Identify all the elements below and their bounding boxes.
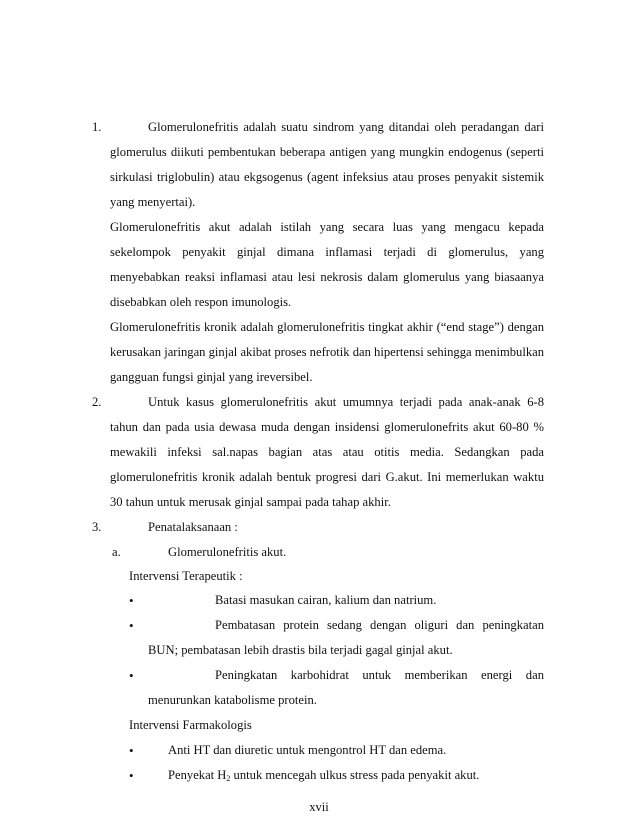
item1-p2-line4: disebabkan oleh respon imunologis. [110, 295, 292, 309]
list-number-2: 2. [92, 395, 102, 409]
item2-line4: glomerulonefritis kronik adalah bentuk progresi dari G.akut. Ini memerlukan waktu [110, 470, 544, 484]
item1-p2-line1: Glomerulonefritis akut adalah istilah yang secara luas yang mengacu kepada [110, 220, 544, 234]
item1-p2-line2: sekelompok penyakit ginjal dimana inflamasi terjadi di glomerulus, yang [110, 245, 544, 259]
item2-line5: 30 tahun untuk merusak ginjal sampai pada tahap akhir. [110, 495, 391, 509]
terapeutik-heading: Intervensi Terapeutik : [129, 569, 243, 583]
bullet-5-subscript: 2 [226, 774, 231, 783]
item2-line1: Untuk kasus glomerulonefritis akut umumnya terjadi pada anak-anak 6-8 [148, 395, 544, 409]
item1-p3-line1: Glomerulonefritis kronik adalah glomerulonefritis tingkat akhir (“end stage”) dengan [110, 320, 544, 334]
item3-title: Penatalaksanaan : [148, 520, 238, 534]
sub-a-title: Glomerulonefritis akut. [168, 545, 287, 559]
list-number-3: 3. [92, 520, 102, 534]
item1-p1-line1: Glomerulonefritis adalah suatu sindrom yang ditandai oleh peradangan dari [148, 120, 544, 134]
item1-p3-line2: kerusakan jaringan ginjal akibat proses nefrotik dan hipertensi sehingga menimbulkan [110, 345, 545, 359]
bullet-3-line1: Peningkatan karbohidrat untuk memberikan energi dan [215, 668, 544, 682]
item2-line2: tahun dan pada usia dewasa muda dengan insidensi glomerulonefrits akut 60-80 % [110, 420, 544, 434]
bullet-5-text [168, 768, 479, 783]
list-number-1: 1. [92, 120, 102, 134]
item1-p2-line3: menyebabkan reaksi inflamasi atau lesi nekrosis dalam glomerulus yang biasaanya [110, 270, 544, 284]
bullet-5-pre: Penyekat H [168, 768, 227, 782]
bullet-3-marker: • [129, 668, 134, 683]
bullet-4-text: Anti HT dan diuretic untuk mengontrol HT dan edema. [168, 743, 447, 757]
farmakologis-heading: Intervensi Farmakologis [129, 718, 252, 732]
bullet-2-marker: • [129, 618, 134, 633]
item1-p1-line3: sirkulasi triglobulin) atau ekgsogenus (agent infeksius atau proses penyakit sistemik [110, 170, 544, 184]
page-number: xvii [309, 800, 329, 814]
item1-p1-line4: yang menyertai). [110, 195, 196, 209]
bullet-5-marker: • [129, 768, 134, 783]
item2-line3: mewakili infeksi sal.napas bagian atas atau otitis media. Sedangkan pada [110, 445, 544, 459]
item1-p3-line3: gangguan fungsi ginjal yang ireversibel. [110, 370, 313, 384]
item1-p1-line2: glomerulus diikuti pembentukan beberapa antigen yang mungkin endogenus (seperti [110, 145, 544, 159]
bullet-4-marker: • [129, 743, 134, 758]
bullet-2-line1: Pembatasan protein sedang dengan oliguri dan peningkatan [215, 618, 544, 632]
bullet-5-post: untuk mencegah ulkus stress pada penyakit akut. [230, 768, 480, 782]
bullet-3-line2: menurunkan katabolisme protein. [148, 693, 317, 707]
bullet-2-line2: BUN; pembatasan lebih drastis bila terjadi gagal ginjal akut. [148, 643, 453, 657]
bullet-1-text: Batasi masukan cairan, kalium dan natrium. [215, 593, 437, 607]
bullet-1-marker: • [129, 593, 134, 608]
sub-letter-a: a. [112, 545, 121, 559]
